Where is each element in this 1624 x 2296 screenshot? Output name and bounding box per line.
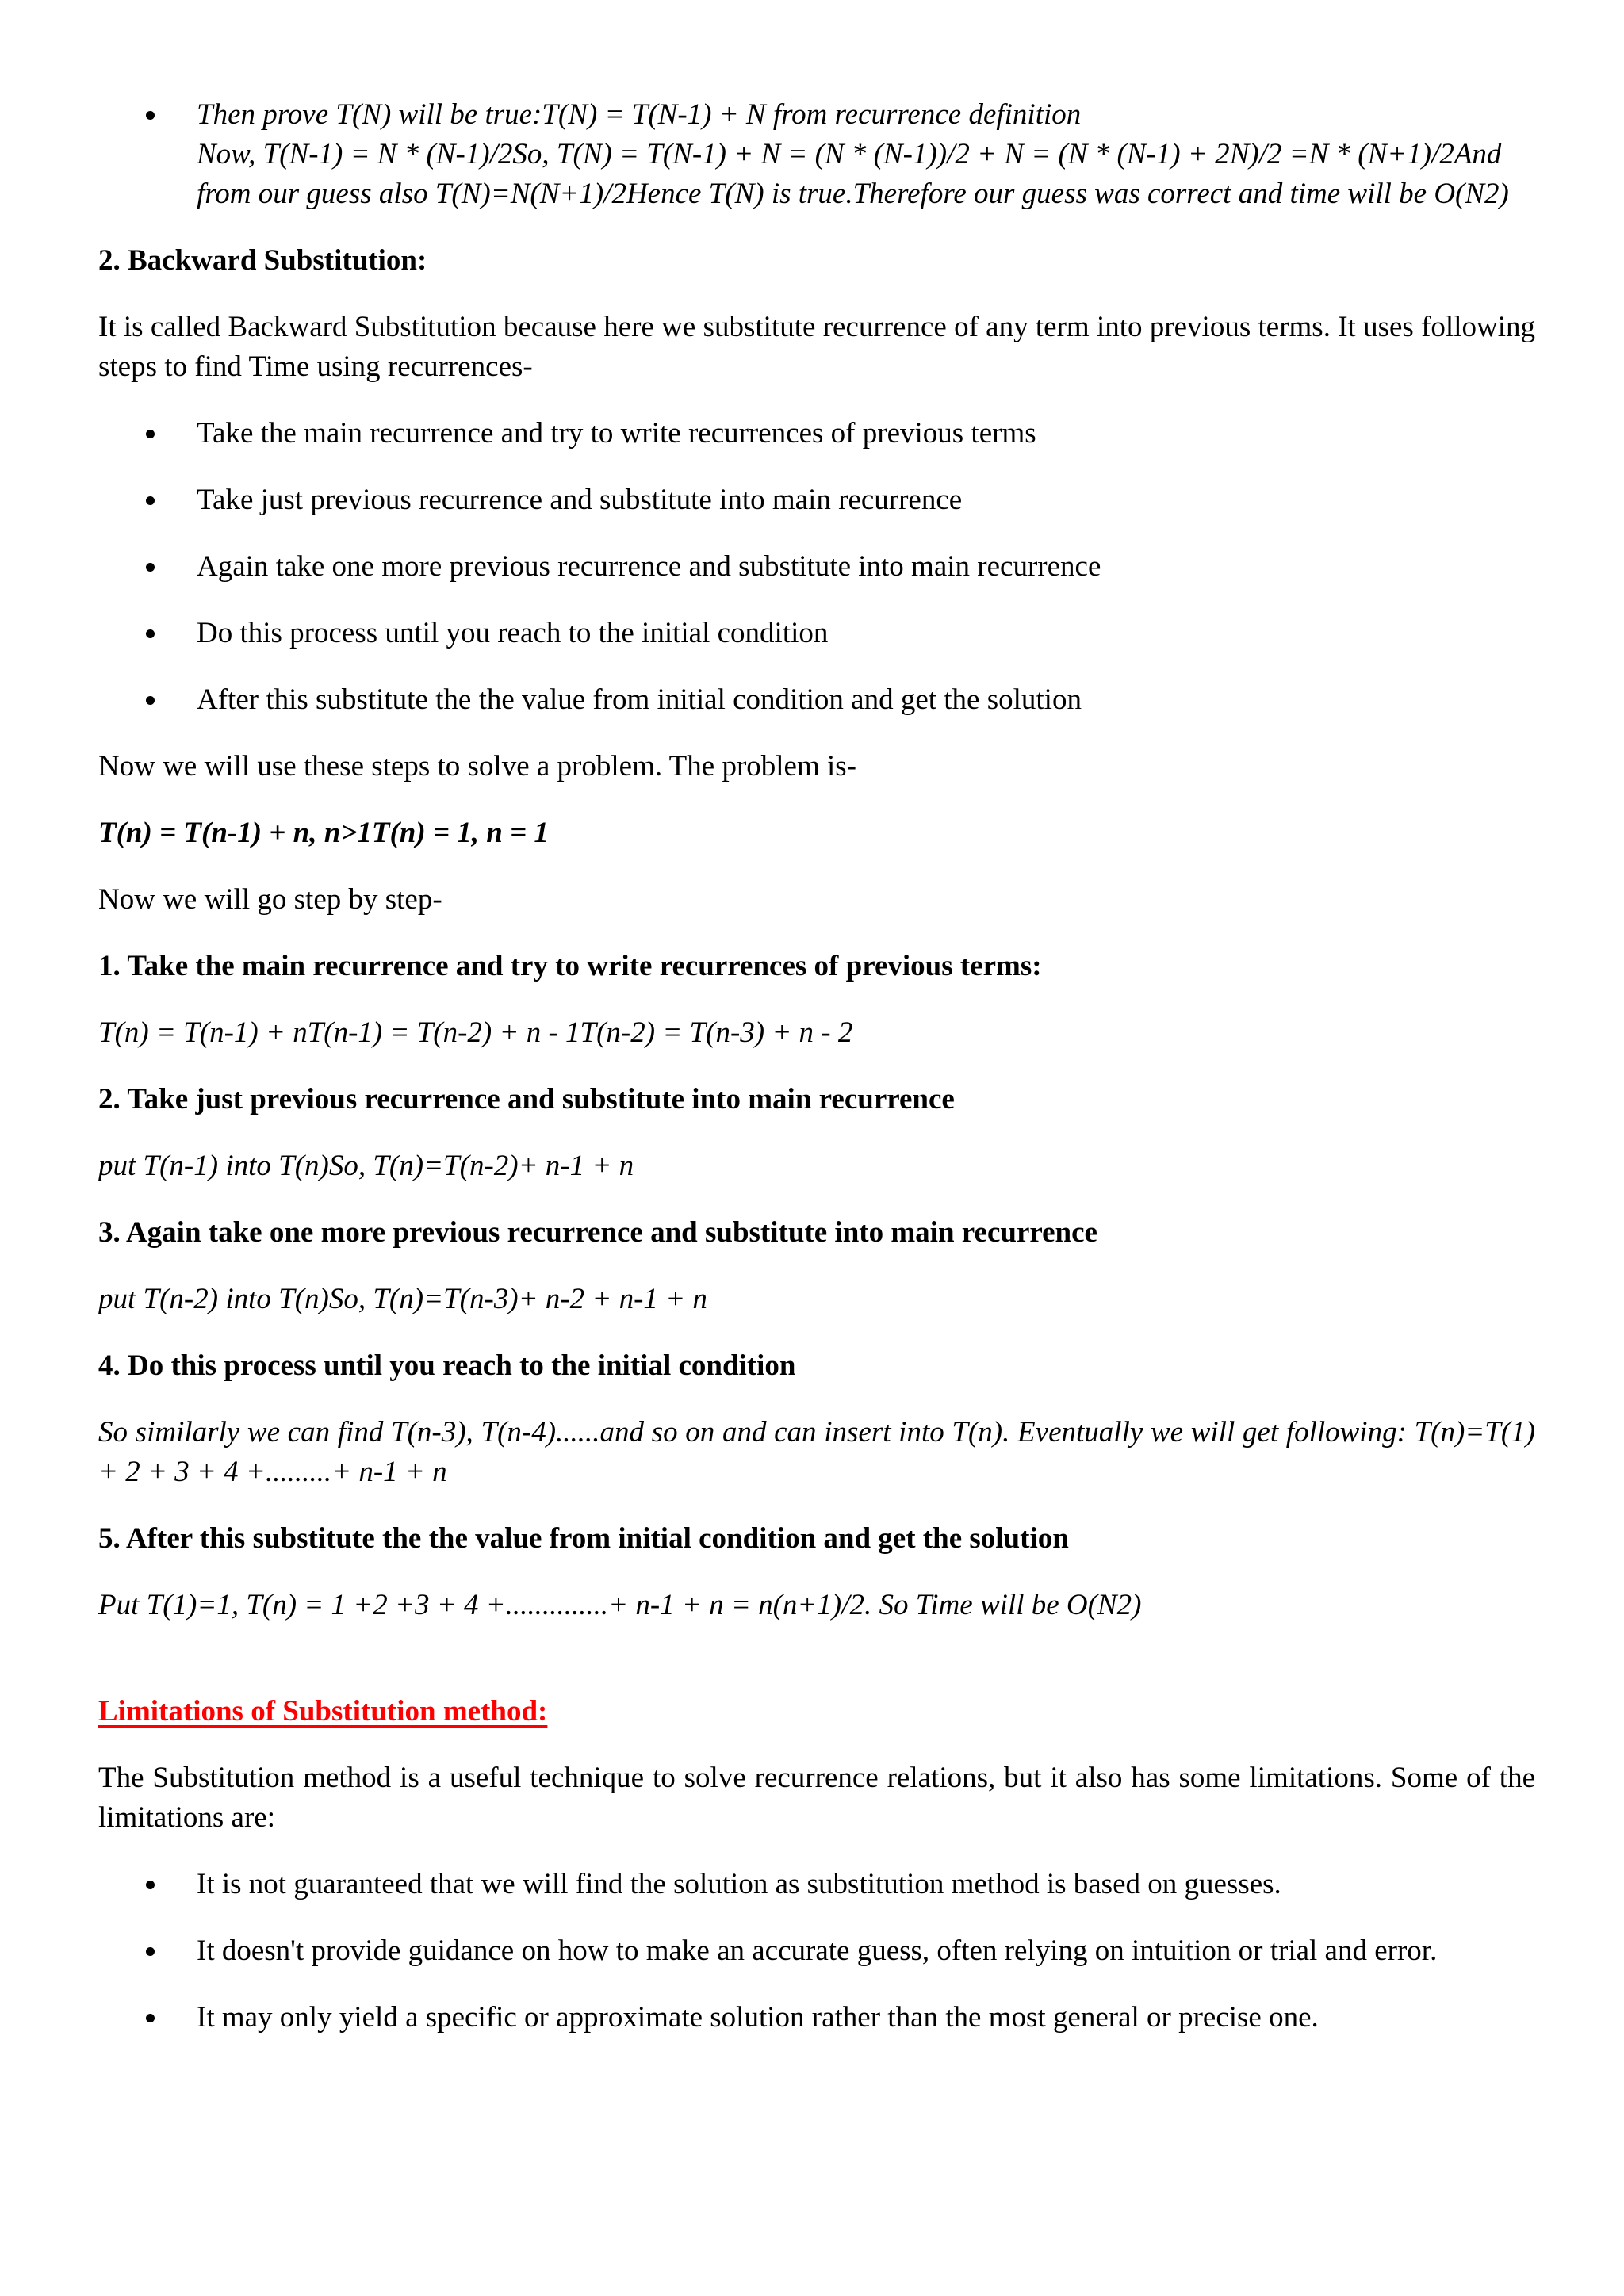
solution-step-title: 3. Again take one more previous recurrence and substitute into main recurrence [98, 1216, 1097, 1249]
solution-step-title: 5. After this substitute the the value from initial condition and get the solution [98, 1522, 1069, 1555]
solution-step-title: 1. Take the main recurrence and try to write recurrences of previous terms: [98, 950, 1042, 982]
step-label: Again take one more previous recurrence and substitute into main recurrence [197, 550, 1101, 583]
step-label: After this substitute the the value from initial condition and get the solution [197, 683, 1082, 716]
solution-step-body: put T(n-2) into T(n)So, T(n)=T(n-3)+ n-2 + n-1 + n [98, 1283, 707, 1315]
list-item [98, 480, 1535, 520]
limitations-heading-row [98, 1692, 1535, 1732]
bullet-dot-icon [146, 111, 155, 120]
limitations-list [98, 1865, 1535, 2038]
guess-proof-list [98, 95, 1535, 214]
step-intro: Now we will go step by step- [98, 883, 442, 916]
guess-proof-line1: Then prove T(N) will be true:T(N) = T(N-1) + N from recurrence definition [197, 98, 1082, 131]
list-item [98, 1931, 1535, 1971]
list-item [98, 547, 1535, 587]
bullet-dot-icon [146, 1881, 155, 1889]
bullet-dot-icon [146, 563, 155, 572]
solution-step-body: Put T(1)=1, T(n) = 1 +2 +3 + 4 +..............+ n-1 + n = n(n+1)/2. So Time will be O(N2) [98, 1589, 1142, 1621]
backward-intro: It is called Backward Substitution because here we substitute recurrence of any term into previous terms. It uses following steps to find Time using recurrences- [98, 311, 1535, 383]
solution-step-body: So similarly we can find T(n-3), T(n-4)......and so on and can insert into T(n). Eventually we will get following: T(n)=T(1) + 2 + 3 + 4 +.........+ n-1 + n [98, 1416, 1535, 1488]
guess-proof-line2: Now, T(N-1) = N * (N-1)/2So, T(N) = T(N-1) + N = (N * (N-1))/2 + N = (N * (N-1) + 2N)/2 =N * (N+1)/2And from our guess also T(N)=N(N+1)/2Hence T(N) is true.Therefore our guess was correct and time will be O(N2) [197, 138, 1509, 210]
list-item [98, 95, 1535, 214]
problem-intro: Now we will use these steps to solve a problem. The problem is- [98, 750, 857, 783]
step-label: Take the main recurrence and try to write recurrences of previous terms [197, 417, 1036, 450]
backward-steps-list [98, 414, 1535, 720]
bullet-dot-icon [146, 629, 155, 638]
list-item [98, 414, 1535, 453]
bullet-dot-icon [146, 496, 155, 505]
step-label: Take just previous recurrence and substitute into main recurrence [197, 484, 963, 516]
solution-step-title: 2. Take just previous recurrence and substitute into main recurrence [98, 1083, 955, 1115]
limitation-label: It is not guaranteed that we will find the solution as substitution method is based on guesses. [197, 1868, 1281, 1900]
list-item [98, 680, 1535, 720]
limitations-intro: The Substitution method is a useful technique to solve recurrence relations, but it also has some limitations. Some of the limitations are: [98, 1762, 1535, 1834]
solution-step-body: T(n) = T(n-1) + nT(n-1) = T(n-2) + n - 1T(n-2) = T(n-3) + n - 2 [98, 1016, 853, 1049]
solution-step-body: put T(n-1) into T(n)So, T(n)=T(n-2)+ n-1 + n [98, 1150, 634, 1182]
list-item [98, 1998, 1535, 2038]
limitations-heading: Limitations of Substitution method: [98, 1695, 548, 1728]
bullet-dot-icon [146, 1947, 155, 1956]
limitation-label: It may only yield a specific or approximate solution rather than the most general or precise one. [197, 2001, 1319, 2034]
backward-substitution-heading: 2. Backward Substitution: [98, 244, 427, 277]
problem-statement: T(n) = T(n-1) + n, n>1T(n) = 1, n = 1 [98, 817, 549, 849]
list-item [98, 1865, 1535, 1904]
solution-step-title: 4. Do this process until you reach to the initial condition [98, 1349, 796, 1382]
section-spacer [98, 1652, 1535, 1692]
limitation-label: It doesn't provide guidance on how to make an accurate guess, often relying on intuition or trial and error. [197, 1934, 1438, 1967]
bullet-dot-icon [146, 2014, 155, 2022]
list-item [98, 614, 1535, 653]
bullet-dot-icon [146, 430, 155, 438]
bullet-dot-icon [146, 696, 155, 705]
step-label: Do this process until you reach to the initial condition [197, 617, 829, 649]
